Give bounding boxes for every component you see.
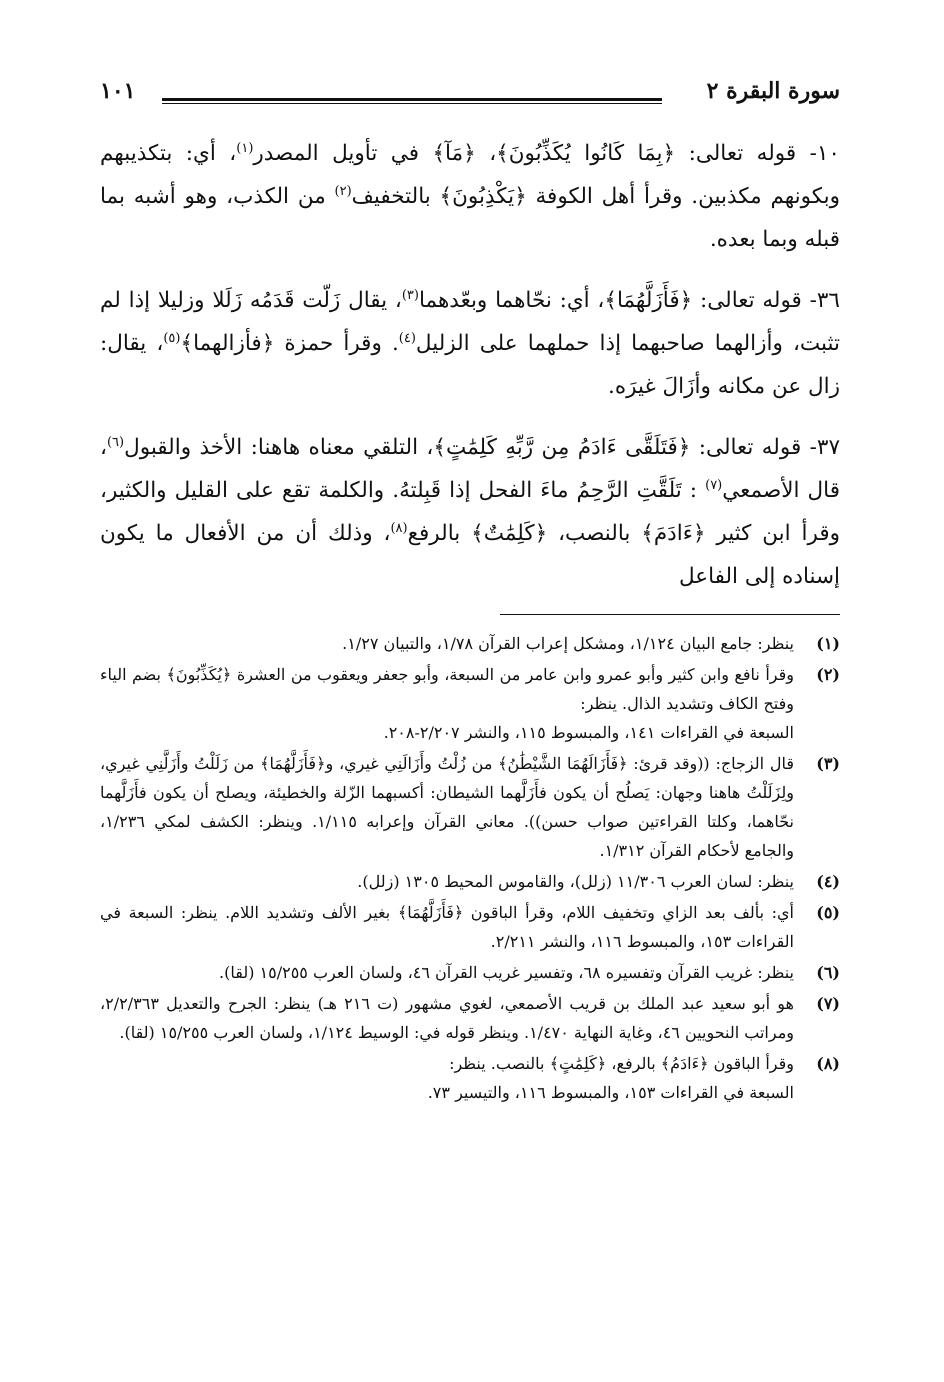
footnote-6: [100, 958, 840, 987]
header-rule: [162, 98, 662, 104]
footnote-text: ينظر: غريب القرآن وتفسيره ٦٨، وتفسير غريب القرآن ٤٦، ولسان العرب ١٥/٢٥٥ (لقا).: [219, 963, 794, 982]
footnote-number: (٢): [816, 665, 840, 684]
footnote-number: (٨): [816, 1054, 840, 1073]
footnote-text: أي: بألف بعد الزاي وتخفيف اللام، وقرأ الباقون ﴿فَأَزَلَّهُمَا﴾ بغير الألف وتشديد اللام. ينظر: السبعة في القراءات ١٥٣، والمبسوط ١١٦، والنشر ٢/٢١١.: [100, 903, 794, 951]
footnote-ref-7[interactable]: (٧): [705, 477, 723, 493]
footnote-3: [100, 749, 840, 865]
footnote-text: وقرأ الباقون ﴿ءَادَمُ﴾ بالرفع، ﴿كَلِمَٰتٍ﴾ بالنصب. ينظر:: [449, 1054, 794, 1073]
footnote-text: ينظر: جامع البيان ١/١٢٤، ومشكل إعراب القرآن ١/٧٨، والتبيان ١/٢٧.: [342, 634, 794, 653]
footnote-7: [100, 989, 840, 1047]
footnote-text: السبعة في القراءات ١٥٣، والمبسوط ١١٦، والتيسير ٧٣.: [427, 1083, 794, 1102]
footnote-ref-3[interactable]: (٣): [401, 287, 419, 303]
footnote-number: (٥): [816, 903, 840, 922]
footnote-8: [100, 1049, 840, 1107]
footnote-number: (٤): [816, 872, 840, 891]
footnote-text: هو أبو سعيد عبد الملك بن قريب الأصمعي، لغوي مشهور (ت ٢١٦ هـ) ينظر: الجرح والتعديل ٢/٢/٣٦٣، ومراتب النحويين ٤٦، وغاية النهاية ١/٤٧٠. وينظر قوله في: الوسيط ١/١٢٤، ولسان العرب ١٥/٢٥٥ (لقا).: [100, 994, 794, 1042]
footnotes: [100, 629, 840, 1107]
footnote-5: [100, 898, 840, 956]
paragraph-verse-10: ١٠- قوله تعالى: ﴿بِمَا كَانُوا يُكَذِّبُونَ﴾، ﴿مَآ﴾ في تأويل المصدر$^{(١)}$، أي: بتكذيبهم وبكونهم مكذبين. وقرأ أهل الكوفة ﴿يَكْذِبُونَ﴾ بالتخفيف$^{(٢)}$ من الكذب، وهو أشبه بما قبله وبما بعده.: [100, 140, 840, 252]
footnote-ref-1[interactable]: (١): [236, 140, 254, 156]
footnote-text: السبعة في القراءات ١٤١، والمبسوط ١١٥، والنشر ٢/٢٠٧-٢٠٨.: [383, 723, 794, 742]
footnote-number: (١): [816, 634, 840, 653]
footnote-ref-5[interactable]: (٥): [163, 330, 181, 346]
footnote-2: [100, 660, 840, 747]
footnote-ref-6[interactable]: (٦): [106, 434, 125, 450]
paragraph-verse-36: ٣٦- قوله تعالى: ﴿فَأَزَلَّهُمَا﴾، أي: نحّاهما وبعّدهما$^{(٣)}$، يقال زَلّت قَدَمُه زَلَلا وزليلا إذا لم تثبت، وأزالهما صاحبهما إذا حملهما على الزليل$^{(٤)}$. وقرأ حمزة ﴿فأزالهما﴾$^{(٥)}$، يقال: زال عن مكانه وأزَالَ غيرَه.: [100, 287, 840, 399]
footnote-1: [100, 629, 840, 658]
footnote-ref-8[interactable]: (٨): [390, 520, 408, 536]
footnote-ref-2[interactable]: (٢): [334, 183, 352, 199]
footnote-separator: [500, 614, 840, 615]
footnote-text: ينظر: لسان العرب ١١/٣٠٦ (زلل)، والقاموس المحيط ١٣٠٥ (زلل).: [357, 872, 794, 891]
page: [100, 78, 840, 1109]
footnote-number: (٣): [816, 754, 840, 773]
paragraph-verse-37: ٣٧- قوله تعالى: ﴿فَتَلَقَّى ءَادَمُ مِن رَّبِّهِ كَلِمَٰتٍ﴾، التلقي معناه هاهنا: الأخذ والقبول$^{(٦)}$، قال الأصمعي$^{(٧)}$ : تَلَقَّتِ الرَّحِمُ ماءَ الفحل إذا قَبِلتهُ. والكلمة تقع على القليل والكثير، وقرأ ابن كثير ﴿ءَادَمَ﴾ بالنصب، ﴿كَلِمَٰتٌ﴾ بالرفع$^{(٨)}$، وذلك أن من الأفعال ما يكون إسناده إلى الفاعل: [100, 434, 840, 589]
footnote-4: [100, 867, 840, 896]
footnote-text: قال الزجاج: ((وقد قرئ: ﴿فَأَزَالَهُمَا الشَّيْطَٰنُ﴾ من زُلْتُ وأَزَالَنِي غيري، و﴿فَأَزَلَّهُمَا﴾ من زَلَلْتُ وأَزَلَّنِي غيري، ولِزَلَلْتُ هاهنا وجهان: يَصلُح أن يكون فأَزَلَّهما الشيطان: أكسبهما الزّلة والخطيئة، ويصلح أن يكون فأَزَلَّهما نحّاهما، وكلتا القراءتين صواب حسن)). معاني القرآن وإعرابه ١/١١٥. وينظر: الكشف لمكي ١/٢٣٦، والجامع لأحكام القرآن ١/٣١٢.: [100, 754, 794, 860]
surah-title: سورة البقرة ٢: [706, 78, 840, 104]
page-header: [100, 78, 840, 124]
footnote-text: وقرأ نافع وابن كثير وأبو عمرو وابن عامر من السبعة، وأبو جعفر ويعقوب من العشرة ﴿يُكَذِّبُونَ﴾ بضم الياء وفتح الكاف وتشديد الذال. ينظر:: [100, 665, 795, 713]
footnote-number: (٦): [816, 963, 840, 982]
footnote-ref-4[interactable]: (٤): [398, 330, 416, 346]
footnote-number: (٧): [816, 994, 840, 1013]
page-number: ١٠١: [100, 78, 136, 104]
